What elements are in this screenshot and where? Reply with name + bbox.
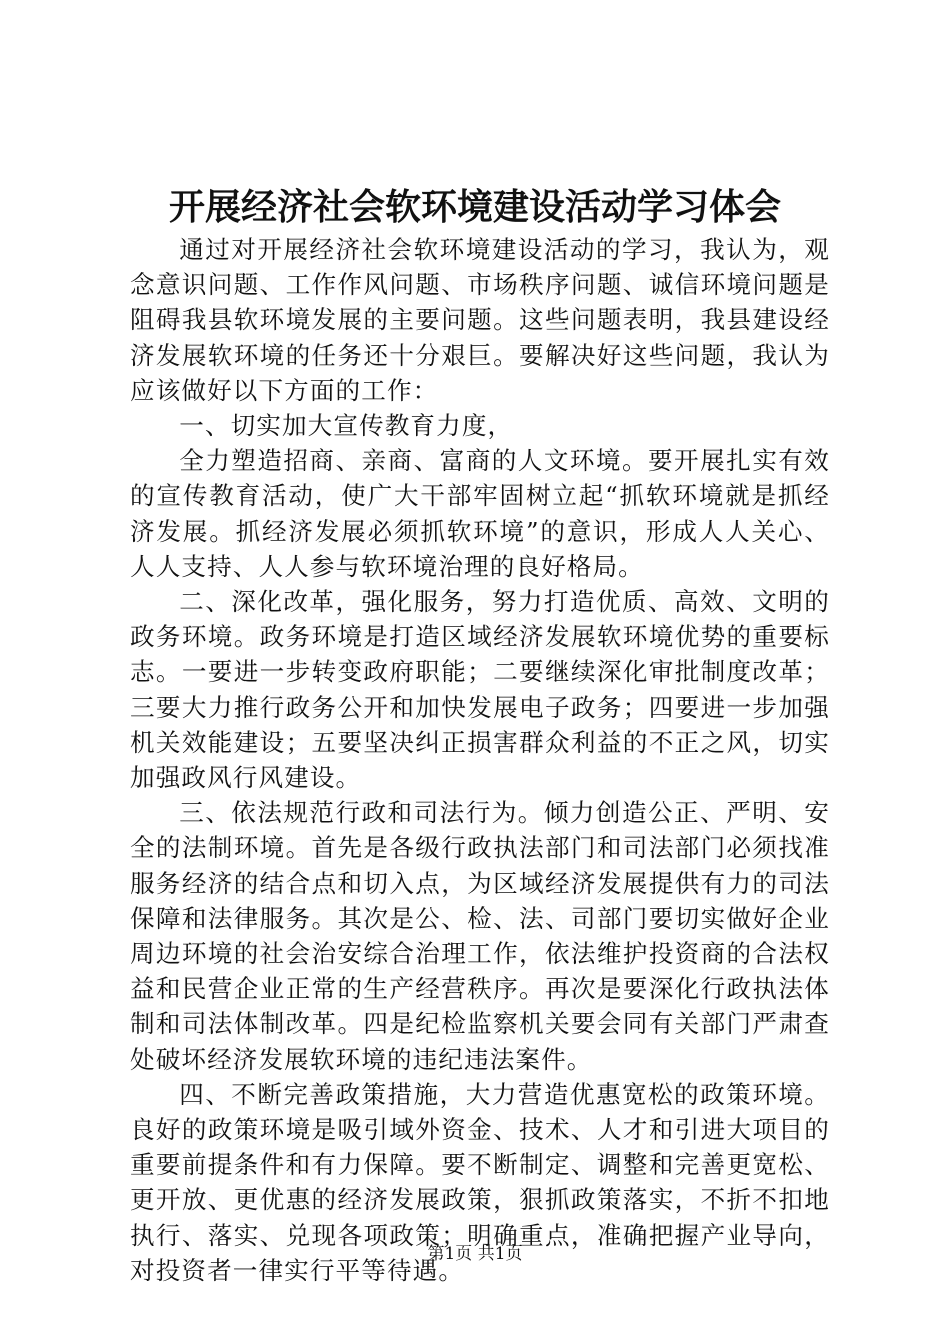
paragraph-intro: 通过对开展经济社会软环境建设活动的学习，我认为，观念意识问题、工作作风问题、市场秩序问题、诚信环境问题是阻碍我县软环境发展的主要问题。这些问题表明，我县建设经济发展软环境的任务还十分艰巨。要解决好这些问题，我认为应该做好以下方面的工作： xyxy=(130,235,830,405)
document-title: 开展经济社会软环境建设活动学习体会 xyxy=(168,186,781,228)
page-footer: 第1页 共1页 xyxy=(427,1244,523,1264)
paragraph-section-3: 三、依法规范行政和司法行为。倾力创造公正、严明、安全的法制环境。首先是各级行政执法部门和司法部门必须找准服务经济的结合点和切入点，为区域经济发展提供有力的司法保障和法律服务。其次是公、检、法、司部门要切实做好企业周边环境的社会治安综合治理工作，依法维护投资商的合法权益和民营企业正常的生产经营秩序。再次是要深化行政执法体制和司法体制改革。四是纪检监察机关要会同有关部门严肃查处破坏经济发展软环境的违纪违法案件。 xyxy=(130,798,830,1074)
paragraph-section-1-body: 全力塑造招商、亲商、富商的人文环境。要开展扎实有效的宣传教育活动，使广大干部牢固树立起“抓软环境就是抓经济发展。抓经济发展必须抓软环境”的意识，形成人人关心、人人支持、人人参与软环境治理的良好格局。 xyxy=(130,446,830,581)
paragraph-section-1-heading: 一、切实加大宣传教育力度， xyxy=(179,411,514,441)
paragraph-section-4: 四、不断完善政策措施，大力营造优惠宽松的政策环境。良好的政策环境是吸引域外资金、技术、人才和引进大项目的重要前提条件和有力保障。要不断制定、调整和完善更宽松、更开放、更优惠的经济发展政策，狠抓政策落实，不折不扣地执行、落实、兑现各项政策；明确重点，准确把握产业导向，对投资者一律实行平等待遇。 xyxy=(130,1079,830,1285)
document-body xyxy=(130,232,830,1288)
paragraph-section-2: 二、深化改革，强化服务，努力打造优质、高效、文明的政务环境。政务环境是打造区域经济发展软环境优势的重要标志。一要进一步转变政府职能；二要继续深化审批制度改革；三要大力推行政务公开和加快发展电子政务；四要进一步加强机关效能建设；五要坚决纠正损害群众利益的不正之风，切实加强政风行风建设。 xyxy=(130,587,830,793)
